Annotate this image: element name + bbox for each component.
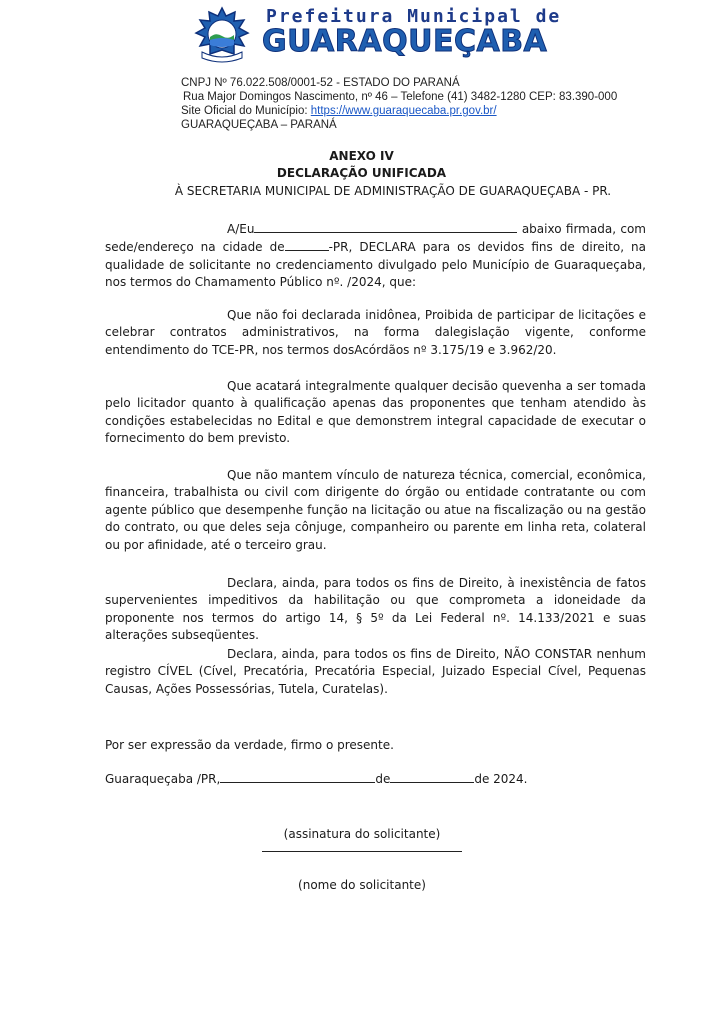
site-line bbox=[181, 105, 497, 119]
signature-label: (assinatura do solicitante) bbox=[283, 827, 441, 841]
signature-line bbox=[262, 851, 462, 852]
closing-statement: Por ser expressão da verdade, firmo o presente. bbox=[105, 738, 394, 752]
date-year: de 2024. bbox=[474, 772, 528, 786]
day-blank bbox=[220, 770, 375, 783]
brand-name: GUARAQUEÇABA bbox=[262, 24, 548, 59]
address-line: Rua Major Domingos Nascimento, nº 46 – Telefone (41) 3482-1280 CEP: 83.390-000 bbox=[183, 91, 618, 103]
city-line: GUARAQUEÇABA – PARANÁ bbox=[181, 119, 337, 131]
intro-paragraph bbox=[105, 220, 646, 292]
date-de: de bbox=[375, 772, 391, 786]
intro-part-3: -PR, DECLARA para os devidos fins de direito, na qualidade de solicitante no credenciamento divulgado pelo Município de Guaraqueçaba, nos termos do Chamamento Público nº. /2024, que: bbox=[105, 240, 646, 290]
site-link[interactable]: https://www.guaraquecaba.pr.gov.br/ bbox=[310, 105, 497, 117]
cnpj-line: CNPJ Nº 76.022.508/0001-52 - ESTADO DO PARANÁ bbox=[181, 77, 460, 89]
paragraph-acatara: Que acatará integralmente qualquer decisão quevenha a ser tomada pelo licitador quanto à qualificação apenas das proponentes que tenham atendido às condições estabelecidas no Edital e que demonstrem integral capacidade de executar o fornecimento do bem previsto. bbox=[105, 379, 646, 446]
document-title: DECLARAÇÃO UNIFICADA bbox=[276, 166, 447, 180]
municipal-logo bbox=[190, 6, 254, 66]
paragraph-inidonea: Que não foi declarada inidônea, Proibida de participar de licitações e celebrar contratos administrativos, na forma dalegislação vigente, conforme entendimento do TCE-PR, nos termos dosAcórdãos nº 3.175/19 e 3.962/20. bbox=[105, 308, 646, 357]
date-place: Guaraqueçaba /PR, bbox=[105, 772, 221, 786]
intro-part-2: abaixo firmada, com sede/endereço na cidade de bbox=[105, 222, 646, 255]
annex-title: ANEXO IV bbox=[329, 149, 394, 163]
date-line bbox=[105, 770, 528, 788]
paragraph-vinculo: Que não mantem vínculo de natureza técnica, comercial, econômica, financeira, trabalhista ou civil com dirigente do órgão ou entidade contratante ou com agente público que desempenhe função na licitação ou atue na fiscalização ou na gestão do contrato, ou que deles seja cônjuge, companheiro ou parente em linha reta, colateral ou por afinidade, até o terceiro grau. bbox=[105, 468, 646, 552]
brand-subtitle: Prefeitura Municipal de bbox=[266, 6, 562, 27]
intro-part-1: A/Eu bbox=[227, 222, 255, 236]
paragraph-registro-civel: Declara, ainda, para todos os fins de Direito, NÃO CONSTAR nenhum registro CÍVEL (Cível, Precatória, Precatória Especial, Juizado Especial Cível, Pequenas Causas, Ações Possessórias, Tutela, Curatelas). bbox=[105, 647, 646, 696]
city-blank bbox=[285, 238, 329, 251]
paragraph-fatos-supervenientes: Declara, ainda, para todos os fins de Direito, à inexistência de fatos supervenientes impeditivos da habilitação ou que comprometa a idoneidade da proponente nos termos do artigo 14, § 5º da Lei Federal nº. 14.133/2021 e suas alterações subseqüentes. bbox=[105, 576, 646, 643]
name-label: (nome do solicitante) bbox=[298, 878, 426, 892]
month-blank bbox=[390, 770, 474, 783]
name-blank bbox=[254, 220, 517, 233]
recipient: À SECRETARIA MUNICIPAL DE ADMINISTRAÇÃO DE GUARAQUEÇABA - PR. bbox=[174, 184, 612, 198]
site-label: Site Oficial do Município: bbox=[181, 105, 311, 117]
